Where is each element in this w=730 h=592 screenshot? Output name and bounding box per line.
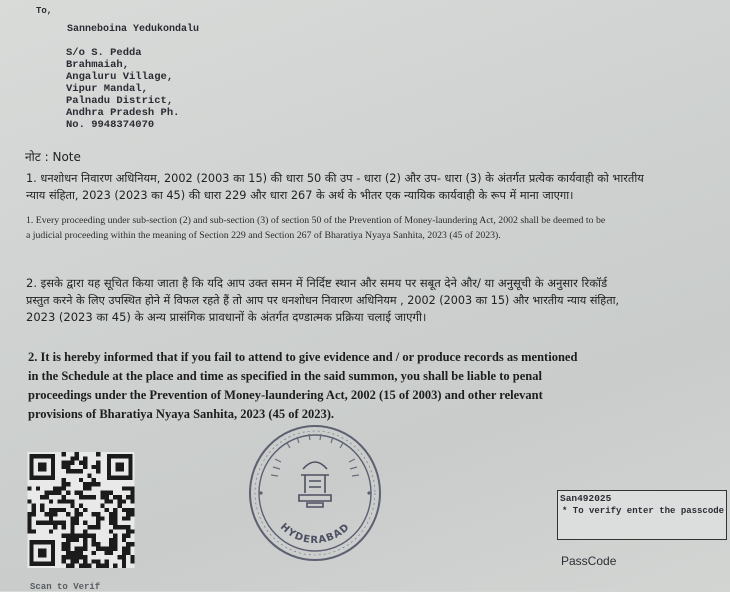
- svg-text:HYDERABAD: [278, 522, 352, 547]
- para1-english-line: a judicial proceeding within the meaning of Section 229 and Section 267 of Bharatiya Nyaya Sanhita, 2023 (45 of 2023).: [26, 230, 501, 241]
- address-line: Andhra Pradesh Ph.: [66, 107, 180, 119]
- qr-code: [27, 452, 135, 568]
- verify-code: San492025: [560, 493, 612, 504]
- address-line: Palnadu District,: [66, 95, 174, 107]
- para1-hindi-line: न्याय संहिता, 2023 (2023 का 45) की धारा 229 और धारा 267 के अर्थ के भीतर एक न्यायिक कार्यवाही के रूप में माना जाएगा।: [26, 189, 574, 202]
- addressee-name: Sanneboina Yedukondalu: [67, 24, 200, 35]
- para1-hindi-line: 1. धनशोधन निवारण अधिनियम, 2002 (2003 का 15) की धारा 50 की उप - धारा (2) और उप- धारा (3) के अंतर्गत प्रत्येक कार्यवाही को भारतीय: [26, 172, 644, 185]
- to-label: To,: [36, 6, 53, 16]
- address-line: Brahmaiah,: [66, 59, 130, 71]
- para2-english-line: in the Schedule at the place and time as specified in the said summon, you shall be liable to penal: [28, 369, 542, 383]
- address-line: S/o S. Pedda: [66, 47, 142, 59]
- para2-hindi-line: 2. इसके द्वारा यह सूचित किया जाता है कि यदि आप उक्त समन में निर्दिष्ट स्थान और समय पर सबूत देने और/ या अनुसूची के अनुसार रिकॉर्ड: [26, 276, 608, 290]
- para2-hindi-line: 2023 (2023 का 45) के अन्य प्रासंगिक प्रावधानों के अंतर्गत दण्डात्मक प्रक्रिया चलाई जाएगी।: [26, 310, 427, 324]
- address-line: Angaluru Village,: [66, 71, 174, 83]
- emblem-icon: [299, 462, 331, 507]
- para2-english-line: provisions of Bharatiya Nyaya Sanhita, 2023 (45 of 2023).: [28, 407, 335, 421]
- seal-text: HYDERABAD: [277, 521, 353, 547]
- address-line: No. 9948374070: [66, 119, 155, 131]
- para2-hindi-line: प्रस्तुत करने के लिए उपस्थित होने में विफल रहते हैं तो आप पर धनशोधन निवारण अधिनियम , 2002 (2003 का 15) और भारतीय न्याय संहिता,: [26, 294, 620, 307]
- verify-instruction: * To verify enter the passcode: [562, 506, 725, 516]
- para1-english-line: 1. Every proceeding under sub-section (2) and sub-section (3) of section 50 of the Prevention of Money-laundering Act, 2002 shall be deemed to be: [26, 215, 606, 226]
- para2-english-line: 2. It is hereby informed that if you fail to attend to give evidence and / or produce records as mentioned: [28, 350, 578, 364]
- verify-box: [557, 490, 727, 540]
- note-heading: नोट : Note: [25, 150, 81, 164]
- address-line: Vipur Mandal,: [66, 83, 148, 95]
- passcode-label: PassCode: [561, 554, 617, 568]
- para2-english-line: proceedings under the Prevention of Money-laundering Act, 2002 (15 of 2003) and other relevant: [28, 388, 543, 402]
- official-seal: [247, 423, 383, 563]
- scan-to-verify-text: Scan to Verif: [30, 582, 101, 592]
